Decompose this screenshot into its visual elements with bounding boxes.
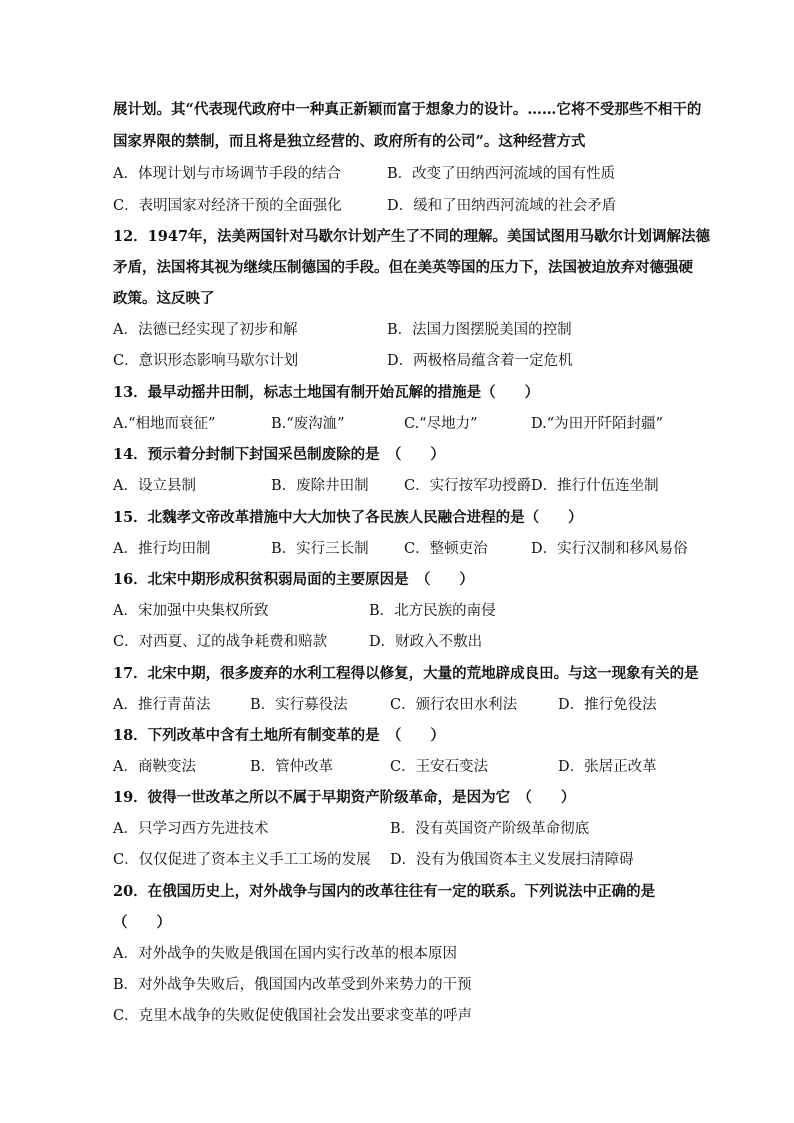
q12-option-a: A．法德已经实现了初步和解 <box>113 322 298 338</box>
q16-option-c: C．对西夏、辽的战争耗费和赔款 <box>113 634 328 650</box>
q20-option-b: B．对外战争失败后，俄国国内改革受到外来势力的干预 <box>113 977 472 993</box>
q11-option-a: A．体现计划与市场调节手段的结合 <box>113 166 341 182</box>
q18-option-a: A．商鞅变法 <box>113 759 196 775</box>
q17-option-b: B．实行募役法 <box>250 697 348 713</box>
q12-stem-line-2: 矛盾，法国将其视为继续压制德国的手段。但在美英等国的压力下，法国被迫放弃对德强硬 <box>113 259 693 276</box>
q14-option-a: A．设立县制 <box>113 478 196 494</box>
intro-line-2: 国家界限的禁制，而且将是独立经营的、政府所有的公司”。这种经营方式 <box>113 133 586 150</box>
q20-option-c: C．克里木战争的失败促使俄国社会发出要求变革的呼声 <box>113 1008 473 1024</box>
q19-option-d: D．没有为俄国资本主义发展扫清障碍 <box>390 852 634 868</box>
q11-option-b: B．改变了田纳西河流域的国有性质 <box>387 166 616 182</box>
q14-option-b: B．废除井田制 <box>271 478 369 494</box>
q17-option-d: D．推行免役法 <box>558 697 657 713</box>
q16-option-d: D．财政入不敷出 <box>369 634 483 650</box>
q18-option-b: B．管仲改革 <box>250 759 334 775</box>
q14-option-d: D．推行什伍连坐制 <box>531 478 659 494</box>
q12-stem-line-1: 12．1947年，法美两国针对马歇尔计划产生了不同的理解。美国试图用马歇尔计划调解法德 <box>113 228 711 245</box>
q13-option-a: A.“相地而衰征” <box>113 416 216 432</box>
q16-option-b: B．北方民族的南侵 <box>369 603 496 619</box>
q19-option-b: B．没有英国资产阶级革命彻底 <box>390 821 590 837</box>
q12-option-b: B．法国力图摆脱美国的控制 <box>387 322 572 338</box>
q12-option-d: D．两极格局蕴含着一定危机 <box>387 353 573 369</box>
q18-stem: 18．下列改革中含有土地所有制变革的是 （ ） <box>113 727 445 744</box>
q18-option-d: D．张居正改革 <box>558 759 657 775</box>
q17-stem: 17．北宋中期，很多废弃的水利工程得以修复，大量的荒地辟成良田。与这一现象有关的是 <box>113 665 699 682</box>
q15-option-b: B．实行三长制 <box>271 541 369 557</box>
q13-option-d: D.“为田开阡陌封疆” <box>531 416 664 432</box>
q12-option-c: C．意识形态影响马歇尔计划 <box>113 353 299 369</box>
q18-option-c: C．王安石变法 <box>390 759 489 775</box>
q19-stem: 19．彼得一世改革之所以不属于早期资产阶级革命，是因为它 （ ） <box>113 789 576 806</box>
q15-stem: 15．北魏孝文帝改革措施中大大加快了各民族人民融合进程的是（ ） <box>113 509 583 526</box>
q13-option-b: B.“废沟洫” <box>271 416 345 432</box>
q11-option-d: D．缓和了田纳西河流域的社会矛盾 <box>387 198 617 214</box>
q20-stem-line-1: 20．在俄国历史上，对外战争与国内的改革往往有一定的联系。下列说法中正确的是 <box>113 883 656 900</box>
q17-option-a: A．推行青苗法 <box>113 697 211 713</box>
q17-option-c: C．颁行农田水利法 <box>390 697 518 713</box>
q14-option-c: C．实行按军功授爵 <box>404 478 532 494</box>
q13-stem: 13．最早动摇井田制，标志土地国有制开始瓦解的措施是（ ） <box>113 384 540 401</box>
q15-option-d: D．实行汉制和移风易俗 <box>531 541 688 557</box>
q19-option-c: C．仅仅促进了资本主义手工工场的发展 <box>113 852 371 868</box>
q11-option-c: C．表明国家对经济干预的全面强化 <box>113 198 342 214</box>
q20-option-a: A．对外战争的失败是俄国在国内实行改革的根本原因 <box>113 946 457 962</box>
q20-stem-line-2: （ ） <box>113 914 171 931</box>
q14-stem: 14．预示着分封制下封国采邑制废除的是 （ ） <box>113 446 445 463</box>
q12-stem-line-3: 政策。这反映了 <box>113 290 215 307</box>
q19-option-a: A．只学习西方先进技术 <box>113 821 269 837</box>
intro-line-1: 展计划。其“代表现代政府中一种真正新颖而富于想象力的设计。……它将不受那些不相干的 <box>113 101 702 118</box>
q13-option-c: C.“尽地力” <box>404 416 478 432</box>
q15-option-a: A．推行均田制 <box>113 541 211 557</box>
q15-option-c: C．整顿吏治 <box>404 541 488 557</box>
q16-option-a: A．宋加强中央集权所致 <box>113 603 269 619</box>
q16-stem: 16．北宋中期形成积贫积弱局面的主要原因是 （ ） <box>113 571 474 588</box>
